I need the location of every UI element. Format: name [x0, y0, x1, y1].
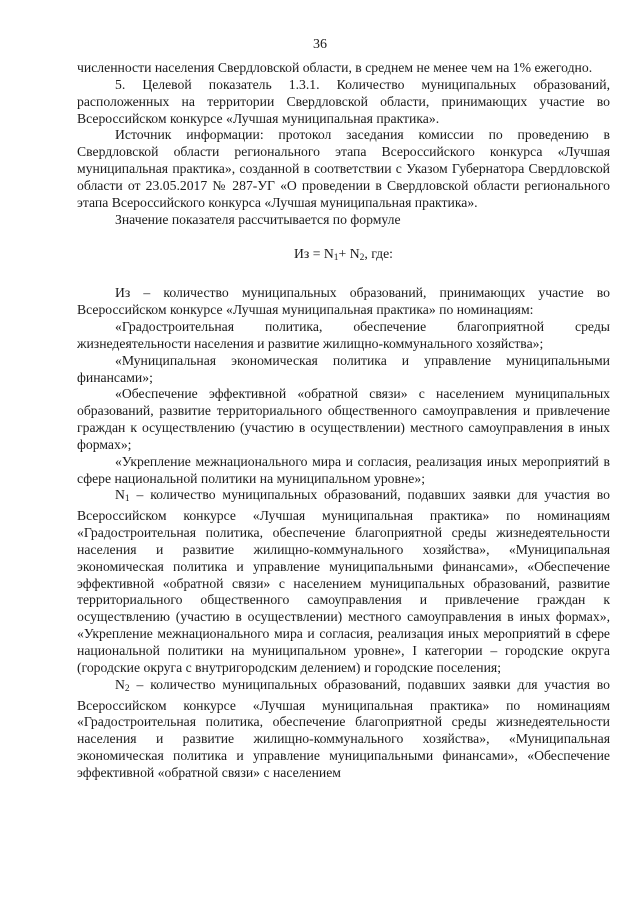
formula-tail: , где: [364, 246, 393, 262]
paragraph-nomination-1: «Градостроительная политика, обеспечение благоприятной среды жизнедеятельности населения и развитие жилищно-коммунального хозяйства»; [77, 318, 610, 351]
formula-plus: + [338, 246, 350, 262]
n2-symbol: N [115, 676, 125, 692]
paragraph-formula-intro: Значение показателя рассчитывается по формуле [115, 211, 401, 227]
n1-subscript: 1 [124, 494, 130, 505]
n2-text: – количество муниципальных образований, подавших заявки для участия во Всероссийском конкурсе «Лучшая муниципальная практика» по номинациям «Градостроительная политика, обеспечение благоприятной среды жизнедеятельности населения и развитие жилищно-коммунального хозяйства», «Муниципальная экономическая политика и управление муниципальными финансами», «Обеспечение эффективной «обратной связи» с населением [77, 676, 610, 780]
paragraph-n1-definition [77, 487, 610, 676]
page-number: 36 [313, 37, 327, 52]
paragraph-source-info: Источник информации: протокол заседания комиссии по проведению в Свердловской области регионального этапа Всероссийского конкурса «Лучшая муниципальная практика», созданной в соответствии с Указом Губернатора Свердловской области от 23.05.2017 № 287-УГ «О проведении в Свердловской области регионального этапа Всероссийского конкурса «Лучшая муниципальная практика». [77, 127, 610, 210]
n2-subscript: 2 [124, 683, 130, 694]
paragraph-n2-definition [77, 677, 610, 782]
paragraph-nomination-3: «Обеспечение эффективной «обратной связи» с населением муниципальных образований, развитие территориального общественного самоуправления и привлечение граждан к осуществлению (участию в осуществлении) местного самоуправления в иных формах»; [77, 386, 610, 452]
paragraph-continuation: численности населения Свердловской области, в среднем не менее чем на 1% ежегодно. [77, 60, 593, 75]
paragraph-iz-definition: Из – количество муниципальных образований, принимающих участие во Всероссийском конкурсе «Лучшая муниципальная практика» по номинациям: [77, 285, 610, 318]
paragraph-nomination-4: «Укрепление межнационального мира и согласия, реализация иных мероприятий в сфере национальной политики на муниципальном уровне»; [77, 453, 610, 486]
n1-symbol: N [115, 487, 125, 503]
paragraph-target-indicator: 5. Целевой показатель 1.3.1. Количество муниципальных образований, расположенных на территории Свердловской области, принимающих участие во Всероссийском конкурсе «Лучшая муниципальная практика». [77, 76, 610, 126]
formula-equals: = [309, 246, 324, 262]
formula-n1: N [323, 246, 334, 262]
paragraph-nomination-2: «Муниципальная экономическая политика и управление муниципальными финансами»; [77, 352, 610, 385]
formula-n1-subscript: 1 [333, 253, 339, 264]
n1-text: – количество муниципальных образований, подавших заявки для участия во Всероссийском конкурсе «Лучшая муниципальная практика» по номинациям «Градостроительная политика, обеспечение благоприятной среды жизнедеятельности населения и развитие жилищно-коммунального хозяйства», «Муниципальная экономическая политика и управление муниципальными финансами», «Обеспечение эффективной «обратной связи» с населением муниципальных образований, развитие территориального общественного самоуправления и привлечение граждан к осуществлению (участию в осуществлении) местного самоуправления в иных формах», «Укрепление межнационального мира и согласия, реализация иных мероприятий в сфере национальной политики на муниципальном уровне», I категории – городские округа (городские округа с внутригородским делением) и городские поселения; [77, 487, 610, 675]
formula [77, 228, 610, 285]
document-body [77, 60, 610, 782]
formula-lhs: Из [294, 246, 310, 262]
formula-n2-subscript: 2 [359, 253, 365, 264]
formula-n2: N [349, 246, 360, 262]
